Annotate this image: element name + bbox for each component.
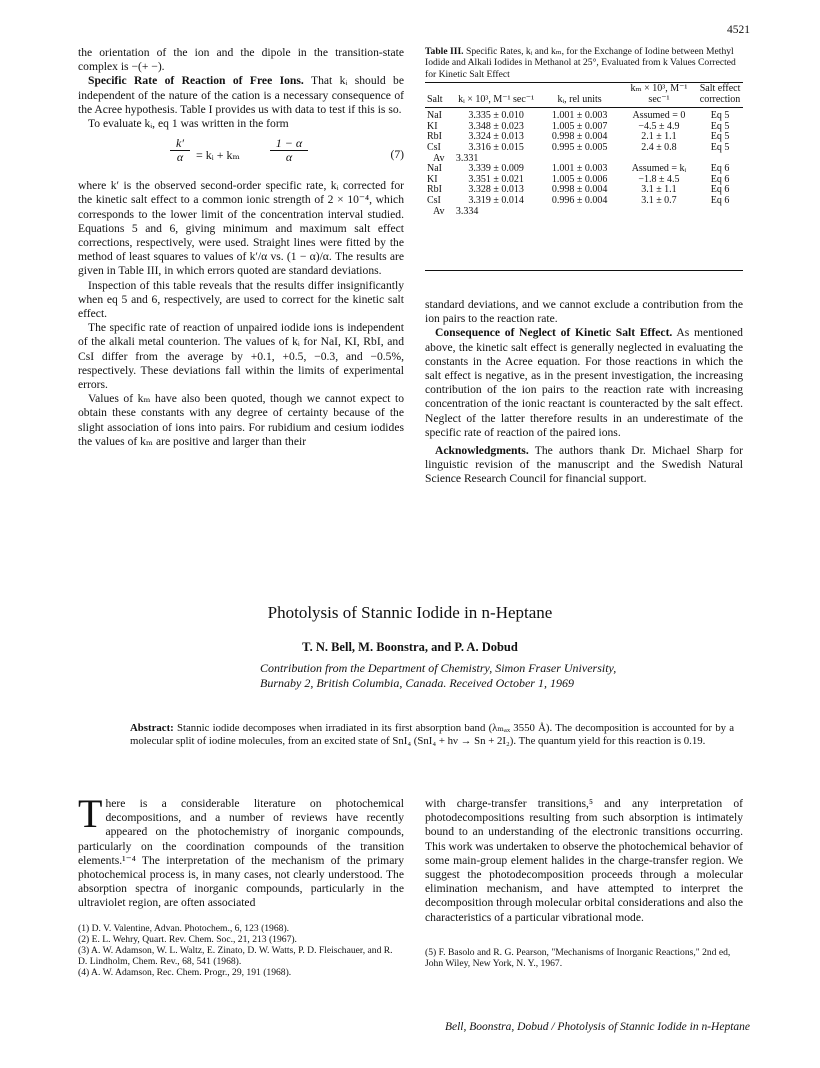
table-row <box>425 108 743 122</box>
paragraph <box>425 444 743 487</box>
equation-rhs-denominator: α <box>270 150 308 164</box>
table-cell: 1.001 ± 0.003 <box>551 163 608 175</box>
table-cell: 3.328 ± 0.013 <box>468 184 524 196</box>
column-header: Salt <box>425 84 454 108</box>
paragraph <box>78 791 404 911</box>
table-cell: Eq 6 <box>710 163 730 175</box>
table-cell: Eq 5 <box>710 110 730 122</box>
table-cell: RbI <box>427 184 442 196</box>
paragraph-text: As mentioned above, the kinetic salt effect is generally neglected in evaluating the constants in the Acree equation. For those reactions in which the salt effect is negative, as in the present investigation, the increasing contribution of the ion pairs to the reaction rate with increasing concentration of the ionic reactant is counteracted by the salt effect. Neglect of the latter therefore results in an underestimate of the specific rate of reaction of the paired ions. <box>425 326 743 439</box>
table-cell: Av <box>433 205 445 217</box>
footnote: (4) A. W. Adamson, Rec. Chem. Progr., 29, 191 (1968). <box>78 966 292 978</box>
paragraph: the orientation of the ion and the dipole in the transition-state complex is −(+ −). <box>78 46 404 74</box>
table-cell: 0.996 ± 0.004 <box>551 194 608 206</box>
table-cell: NaI <box>427 110 442 122</box>
table-cell: 3.339 ± 0.009 <box>468 163 524 175</box>
column-header: kᵢ × 10³, M⁻¹ sec⁻¹ <box>454 84 539 108</box>
table-cell: Eq 5 <box>710 120 730 132</box>
table-cell: KI <box>427 120 438 132</box>
table-cell: Eq 5 <box>710 141 730 153</box>
right-column <box>425 298 743 487</box>
table-caption <box>425 46 743 80</box>
table-cell: 2.4 ± 0.8 <box>641 141 677 153</box>
table-cell: −4.5 ± 4.9 <box>638 120 680 132</box>
table-cell: KI <box>427 173 438 185</box>
table-cell: 3.335 ± 0.010 <box>468 110 524 122</box>
left-column <box>78 46 404 449</box>
table-cell: 1.001 ± 0.003 <box>551 110 608 122</box>
paragraph: Values of kₘ have also been quoted, though we cannot expect to obtain these constants with any degree of certainty because of the slight association of ions into pairs. For rubidium and cesium iodides the values of kₘ are positive and larger than their <box>78 392 404 448</box>
equation-lhs-numerator: k′ <box>176 136 184 151</box>
table-caption-text: Specific Rates, kᵢ and kₘ, for the Exchange of Iodine between Methyl Iodide and Alkali Iodides in Methanol at 25°, Evaluated from k Values Corrected for Kinetic Salt Effect <box>425 46 736 80</box>
table-cell: Eq 6 <box>710 173 730 185</box>
table-label: Table III. <box>425 46 464 57</box>
paragraph: where k′ is the observed second-order specific rate, kᵢ corrected for the kinetic salt effect to a common ionic strength of 2 × 10⁻⁴, which corresponds to the lower limit of the concentration interval studied. Equations 5 and 6, giving minimum and maximum salt effect corrections, respectively, were used. Straight lines were fitted by the method of least squares to values of k′/α vs. (1 − α)/α. The results are given in Table III, in which errors quoted are standard deviations. <box>78 179 404 278</box>
paragraph: To evaluate kᵢ, eq 1 was written in the form <box>88 117 289 131</box>
table-cell: Assumed = kᵢ <box>631 163 687 175</box>
running-footer: Bell, Boonstra, Dobud / Photolysis of Stannic Iodide in n-Heptane <box>444 1021 750 1033</box>
footnote: (2) E. L. Wehry, Quart. Rev. Chem. Soc., 21, 213 (1967). <box>78 933 297 945</box>
table-cell: 3.316 ± 0.015 <box>468 141 524 153</box>
table-cell: CsI <box>427 141 441 153</box>
table-header-row <box>425 84 743 108</box>
footnote: (3) A. W. Adamson, W. L. Waltz, E. Zinato, D. W. Watts, P. D. Fleischauer, and R. D. Lindholm, Chem. Rev., 68, 541 (1968). <box>78 944 393 967</box>
table-cell: 0.998 ± 0.004 <box>551 184 608 196</box>
table-top-rule <box>425 82 743 83</box>
table-cell: RbI <box>427 131 442 143</box>
table-cell: Eq 5 <box>710 131 730 143</box>
equation-lhs-denominator: α <box>170 150 190 164</box>
article-title: Photolysis of Stannic Iodide in n-Heptane <box>267 603 553 622</box>
footnotes <box>78 923 404 978</box>
table-cell: 3.324 ± 0.013 <box>468 131 524 143</box>
table-cell: 0.995 ± 0.005 <box>551 141 608 153</box>
table-row <box>425 196 743 207</box>
abstract <box>130 722 734 748</box>
abstract-text: Stannic iodide decomposes when irradiated in its first absorption band (λₘₐₓ 3550 Å). The decomposition is accounted for by a molecular split of iodine molecules, from an excited state of SnI₄ (SnI₄ + hν → Sn + 2I₂). The quantum yield for this reaction is 0.19. <box>130 722 734 748</box>
table-row <box>425 207 743 218</box>
article-affiliation <box>260 661 700 691</box>
section-heading: Acknowledgments. <box>435 444 529 458</box>
paragraph: Inspection of this table reveals that the results differ insignificantly when eq 5 and 6, respectively, are used to correct for the kinetic salt effect. <box>78 278 404 321</box>
table-cell: 3.351 ± 0.021 <box>468 173 524 185</box>
equation-rhs <box>270 137 308 164</box>
body-right-column <box>425 797 743 969</box>
column-header: kᵢ, rel units <box>538 84 620 108</box>
paragraph <box>425 326 743 440</box>
paragraph: with charge-transfer transitions,⁵ and any interpretation of photodecompositions resulting from such absorption is intimately bound to an understanding of the electronic transitions occurring. This work was undertaken to observe the photochemical behavior of some main-group element halides in the charge-transfer region. We suggest the photodecomposition proceeds through a molecular elimination mechanism, and have attempted to interpret the decomposition through molecular orbital considerations and also the characteristics of a particular vibrational mode. <box>425 797 743 924</box>
column-header: kₘ × 10³, M⁻¹ sec⁻¹ <box>621 84 697 108</box>
equation-rhs-numerator: 1 − α <box>275 136 303 151</box>
table-bottom-rule <box>425 270 743 271</box>
section-heading: Specific Rate of Reaction of Free Ions. <box>88 74 304 88</box>
table-cell: Eq 6 <box>710 194 730 206</box>
footnote: (1) D. V. Valentine, Advan. Photochem., 6, 123 (1968). <box>78 922 290 934</box>
table-cell <box>621 207 697 218</box>
table-cell: Assumed = 0 <box>632 110 686 122</box>
page-number: 4521 <box>727 24 750 36</box>
drop-cap: T <box>78 791 103 836</box>
table-cell: −1.8 ± 4.5 <box>638 173 680 185</box>
table-cell: 3.348 ± 0.023 <box>468 120 524 132</box>
table-cell: 1.005 ± 0.007 <box>551 120 608 132</box>
table-cell: 0.998 ± 0.004 <box>551 131 608 143</box>
table-cell: 1.005 ± 0.006 <box>551 173 608 185</box>
column-header: Salt effect correction <box>697 84 743 108</box>
table-row <box>425 143 743 154</box>
table-cell: 3.1 ± 1.1 <box>641 184 677 196</box>
footnote: (5) F. Basolo and R. G. Pearson, "Mechanisms of Inorganic Reactions," 2nd ed, John Wiley, New York, N. Y., 1967. <box>425 946 731 969</box>
paragraph-text: The authors thank Dr. Michael Sharp for linguistic revision of the manuscript and the Swedish Natural Science Research Council for financial support. <box>425 444 743 486</box>
table-cell: CsI <box>427 194 441 206</box>
table-cell: NaI <box>427 163 442 175</box>
paragraph <box>78 74 404 117</box>
equation-number: (7) <box>390 148 404 162</box>
paragraph: standard deviations, and we cannot exclude a contribution from the ion pairs to the reaction rate. <box>425 298 743 326</box>
table-cell: Av <box>433 152 445 164</box>
paragraph: The specific rate of reaction of unpaired iodide ions is independent of the alkali metal counterion. The values of kᵢ for NaI, KI, RbI, and CsI differ from the average by +0.1, +0.5, −0.3, and −0.5%, respectively. These deviations fall within the limits of experimental errors. <box>78 321 404 392</box>
affiliation-line: Contribution from the Department of Chemistry, Simon Fraser University, <box>260 661 617 675</box>
abstract-label: Abstract: <box>130 722 174 734</box>
table-cell <box>697 207 743 218</box>
table-cell: Eq 6 <box>710 184 730 196</box>
table-cell: 3.319 ± 0.014 <box>468 194 524 206</box>
body-left-column <box>78 791 404 978</box>
paragraph-text: That kᵢ should be independent of the nature of the cation is a necessary consequence of the Acree hypothesis. Table I provides us with data to test if this is so. <box>78 74 404 116</box>
table-cell: 3.334 <box>455 205 479 217</box>
table-iii <box>425 84 743 217</box>
equation-lhs <box>170 137 190 164</box>
equation-middle: = kᵢ + kₘ <box>196 148 240 163</box>
equation-7 <box>78 137 404 175</box>
table-cell <box>538 207 620 218</box>
table-cell: 2.1 ± 1.1 <box>641 131 677 143</box>
article-authors: T. N. Bell, M. Boonstra, and P. A. Dobud <box>302 640 518 654</box>
section-heading: Consequence of Neglect of Kinetic Salt Effect. <box>435 326 673 340</box>
affiliation-line: Burnaby 2, British Columbia, Canada. Received October 1, 1969 <box>260 676 574 690</box>
table-cell: 3.1 ± 0.7 <box>641 194 677 206</box>
paragraph-text: here is a considerable literature on photochemical decompositions, and a number of reviews have recently appeared on the photochemistry of inorganic compounds, particularly on the coordination compounds of the transition elements.¹⁻⁴ The interpretation of the mechanism of the primary photochemical process is, in many cases, not clearly understood. The absorption spectra of inorganic compounds, particularly in the ultraviolet region, are often associated <box>78 797 404 910</box>
table-cell: 3.331 <box>455 152 479 164</box>
